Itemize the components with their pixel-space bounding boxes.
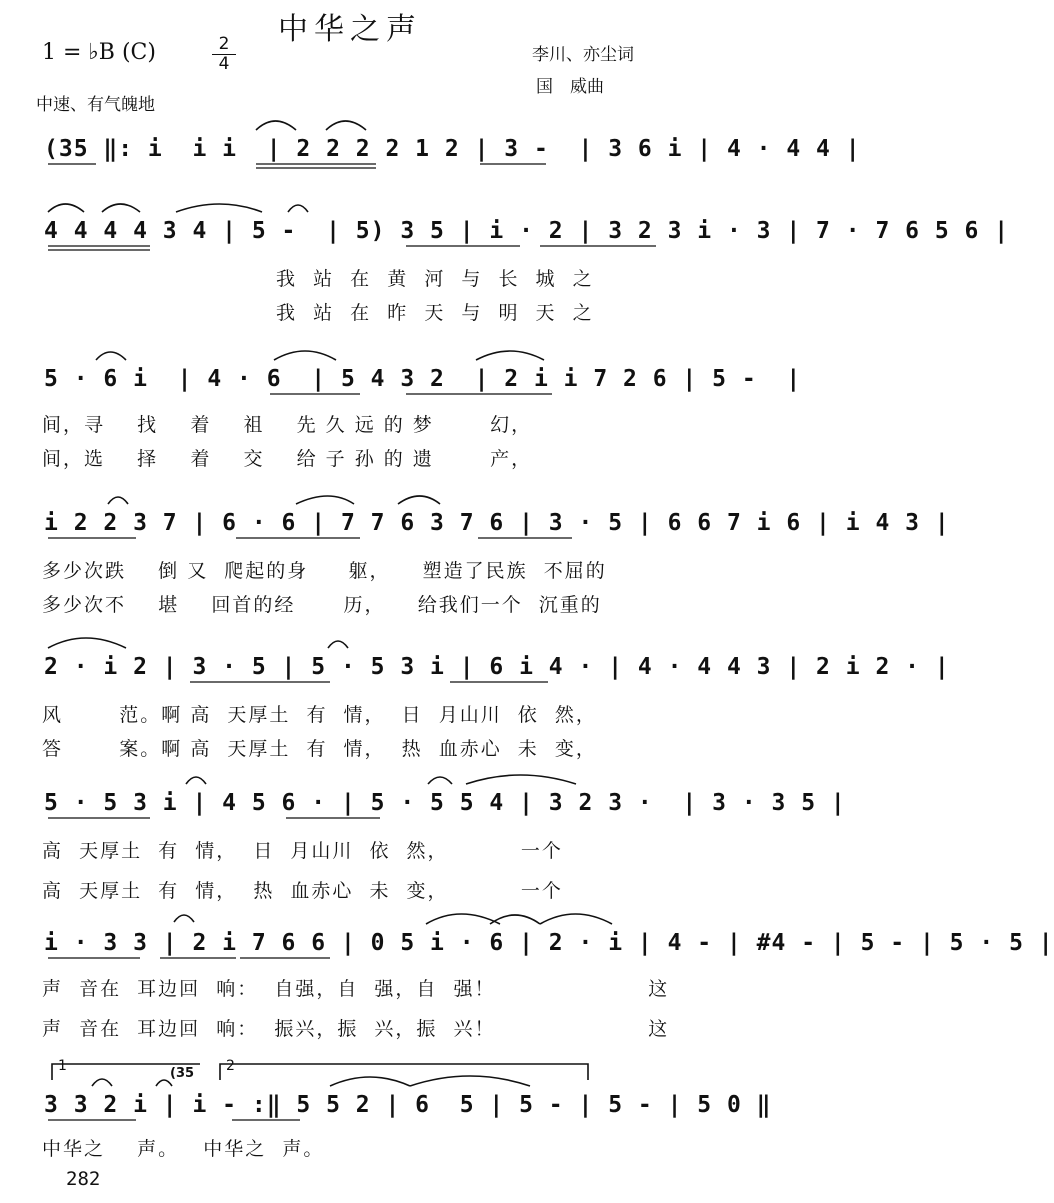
slur-mark [398,496,440,504]
slur-mark [102,204,140,212]
slur-mark [428,777,452,784]
notation-line: 2 · i 2 | 3 · 5 | 5 · 5 3 i | 6 i 4 · | 4 · 4 4 3 | 2 i 2 · | [44,654,950,680]
first-ending-number: 1 [58,1058,67,1074]
lyric-verse-2: 高 天厚土 有 情， 热 血赤心 未 变， 一个 [42,880,563,902]
song-title: 中华之声 [278,12,422,47]
lyric-verse-2: 间，选 择 着 交 给 子 孙 的 遗 产， [42,448,533,470]
lyric-verse-1: 我 站 在 黄 河 与 长 城 之 [276,268,594,290]
first-ending-bracket [52,1064,200,1080]
notation-line: 5 · 5 3 i | 4 5 6 · | 5 · 5 5 4 | 3 2 3 · | 3 · 3 5 | [44,790,846,816]
slur-mark [466,775,576,784]
grace-notes: (35 [170,1066,195,1081]
lyric-verse-2: 我 站 在 昨 天 与 明 天 之 [276,302,594,324]
slur-mark [328,641,348,648]
slur-mark [288,205,308,212]
second-ending-number: 2 [226,1058,235,1074]
slur-mark [48,638,126,648]
slur-mark [274,351,336,360]
slur-mark [108,497,128,504]
slur-mark [156,1080,172,1086]
second-ending-bracket [220,1064,588,1080]
notation-line: i 2 2 3 7 | 6 · 6 | 7 7 6 3 7 6 | 3 · 5 | 6 6 7 i 6 | i 4 3 | [44,510,950,536]
slur-mark [330,1077,410,1086]
notation-line: i · 3 3 | 2 i 7 6 6 | 0 5 i · 6 | 2 · i | 4 - | #4 - | 5 - | 5 · 5 | [44,930,1054,956]
lyric-verse-1: 多少次跌 倒 又 爬起的身 躯， 塑造了民族 不屈的 [42,560,607,582]
key-signature: 1 = ♭B (C) [42,40,156,65]
slur-mark [48,204,84,212]
lyric-verse-1: 高 天厚土 有 情， 日 月山川 依 然， 一个 [42,840,563,862]
lyric-verse-1: 声 音在 耳边回 响： 自强，自 强，自 强！ 这 [42,978,670,1000]
slur-mark [174,915,194,922]
slur-mark [326,121,366,130]
lyricist-credit: 李川、亦尘词 [532,45,634,65]
time-numerator: 2 [218,34,230,54]
lyric-verse-2: 答 案。啊 高 天厚土 有 情， 热 血赤心 未 变， [42,738,597,760]
tempo-marking: 中速、有气魄地 [36,95,155,115]
slur-mark [92,1079,112,1086]
page-number: 282 [66,1168,101,1190]
lyric-verse-1: 风 范。啊 高 天厚土 有 情， 日 月山川 依 然， [42,704,597,726]
lyric-verse-1: 间，寻 找 着 祖 先 久 远 的 梦 幻， [42,414,533,436]
time-denominator: 4 [218,54,230,74]
lyric-line: 中华之 声。 中华之 声。 [42,1138,325,1160]
slur-mark [296,496,354,504]
slur-mark [410,1076,530,1086]
lyric-verse-2: 声 音在 耳边回 响： 振兴，振 兴，振 兴！ 这 [42,1018,670,1040]
slur-mark [186,777,206,784]
notation-line: 3 3 2 i | i - :‖ 5 5 2 | 6 5 | 5 - | 5 - | 5 0 ‖ [44,1092,772,1118]
slur-mark [540,914,612,924]
composer-credit: 国 威曲 [536,77,604,97]
notation-line: 4 4 4 4 3 4 | 5 - | 5) 3 5 | i · 2 | 3 2 3 i · 3 | 7 · 7 6 5 6 | [44,218,1010,244]
slur-mark [176,204,262,212]
slur-mark [426,914,500,924]
notation-line: 5 · 6 i | 4 · 6 | 5 4 3 2 | 2 i i 7 2 6 | 5 - | [44,366,802,392]
notation-line: (35 ‖: i i i | 2 2 2 2 1 2 | 3 - | 3 6 i | 4 · 4 4 | [44,136,861,162]
lyric-verse-2: 多少次不 堪 回首的经 历， 给我们一个 沉重的 [42,594,602,616]
slur-mark [256,121,296,130]
slur-mark [96,352,126,360]
slur-mark [476,351,544,360]
